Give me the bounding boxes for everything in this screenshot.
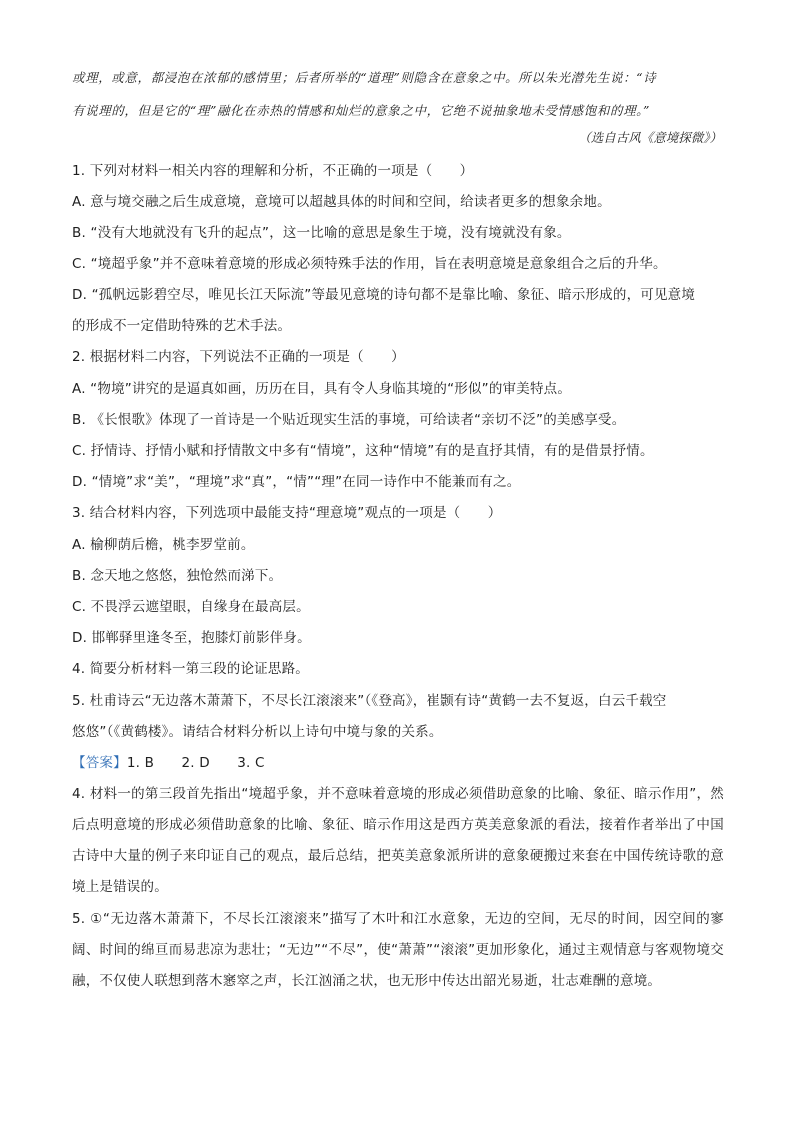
question-1-option-c: C. “境超乎象”并不意味着意境的形成必须特殊手法的作用，旨在表明意境是意象组合之后的升华。 [72,256,667,272]
question-3-option-c: C. 不畏浮云遮望眼，自缘身在最高层。 [72,599,310,615]
question-2-stem: 2. 根据材料二内容，下列说法不正确的一项是（ ） [72,349,405,365]
question-2-option-d: D. “情境”求“美”，“理境”求“真”，“情”“理”在同一诗作中不能兼而有之。 [72,474,521,490]
question-1-option-b: B. “没有大地就没有飞升的起点”，这一比喻的意思是象生于境，没有境就没有象。 [72,225,571,241]
question-1-option-d-line-2: 的形成不一定借助特殊的艺术手法。 [72,318,292,334]
question-3-stem: 3. 结合材料内容，下列选项中最能支持“理意境”观点的一项是（ ） [72,505,502,521]
question-1-option-a: A. 意与境交融之后生成意境，意境可以超越具体的时间和空间，给读者更多的想象余地。 [72,194,611,210]
question-2-option-b: B. 《长恨歌》体现了一首诗是一个贴近现实生活的事境，可给读者“亲切不泛”的美感享受。 [72,412,626,428]
answer-5-paragraph: 5. ①“无边落木萧萧下，不尽长江滚滚来”描写了木叶和江水意象，无边的空间，无尽的时间，因空间的寥阔、时间的绵亘而易悲凉为悲壮；“无边”“不尽”，使“萧萧”“滚滚”更加形象化，通过主观情意与客观物境交融，不仅使人联想到落木窸窣之声，长江汹涌之状，也无形中传达出韶光易逝，壮志难酬的意境。 [72,911,724,989]
answer-choices: 1. B 2. D 3. C [126,755,265,771]
answer-4-paragraph: 4. 材料一的第三段首先指出“境超乎象，并不意味着意境的形成必须借助意象的比喻、象征、暗示作用”，然后点明意境的形成必须借助意象的比喻、象征、暗示作用这是西方英美意象派的看法，接着作者举出了中国古诗中大量的例子来印证自己的观点，最后总结，把英美意象派所讲的意象硬搬过来套在中国传统诗歌的意境上是错误的。 [72,786,724,895]
answer-tag: 【答案】 [72,755,127,771]
passage-source: （选自古风《意境探微》） [578,130,722,145]
question-5-line-2: 悠悠”（《黄鹤楼》。请结合材料分析以上诗句中境与象的关系。 [72,724,443,740]
question-1-option-d-line-1: D. “孤帆远影碧空尽，唯见长江天际流”等最见意境的诗句都不是靠比喻、象征、暗示形成的，可见意境 [72,287,696,303]
question-1-stem: 1. 下列对材料一相关内容的理解和分析，不正确的一项是（ ） [72,163,474,179]
question-3-option-a: A. 榆柳荫后檐，桃李罗堂前。 [72,537,255,553]
question-5-line-1: 5. 杜甫诗云“无边落木萧萧下，不尽长江滚滚来”（《登高》，崔颢有诗“黄鹤一去不复返，白云千载空 [72,693,667,709]
question-3-option-b: B. 念天地之悠悠，独怆然而涕下。 [72,568,283,584]
question-4-stem: 4. 简要分析材料一第三段的论证思路。 [72,661,309,677]
question-2-option-a: A. “物境”讲究的是逼真如画，历历在目，具有令人身临其境的“形似”的审美特点。 [72,381,572,397]
answer-row [72,748,724,779]
question-3-option-d: D. 邯郸驿里逢冬至，抱膝灯前影伴身。 [72,630,311,646]
passage-line-1: 或理，或意，都浸泡在浓郁的感情里；后者所举的“道理”则隐含在意象之中。所以朱光潜先生说：“诗 [72,70,657,85]
question-2-option-c: C. 抒情诗、抒情小赋和抒情散文中多有“情境”，这种“情境”有的是直抒其情，有的是借景抒情。 [72,443,654,459]
passage-line-2: 有说理的，但是它的“理”融化在赤热的情感和灿烂的意象之中，它绝不说抽象地未受情感饱和的理。” [72,103,651,118]
